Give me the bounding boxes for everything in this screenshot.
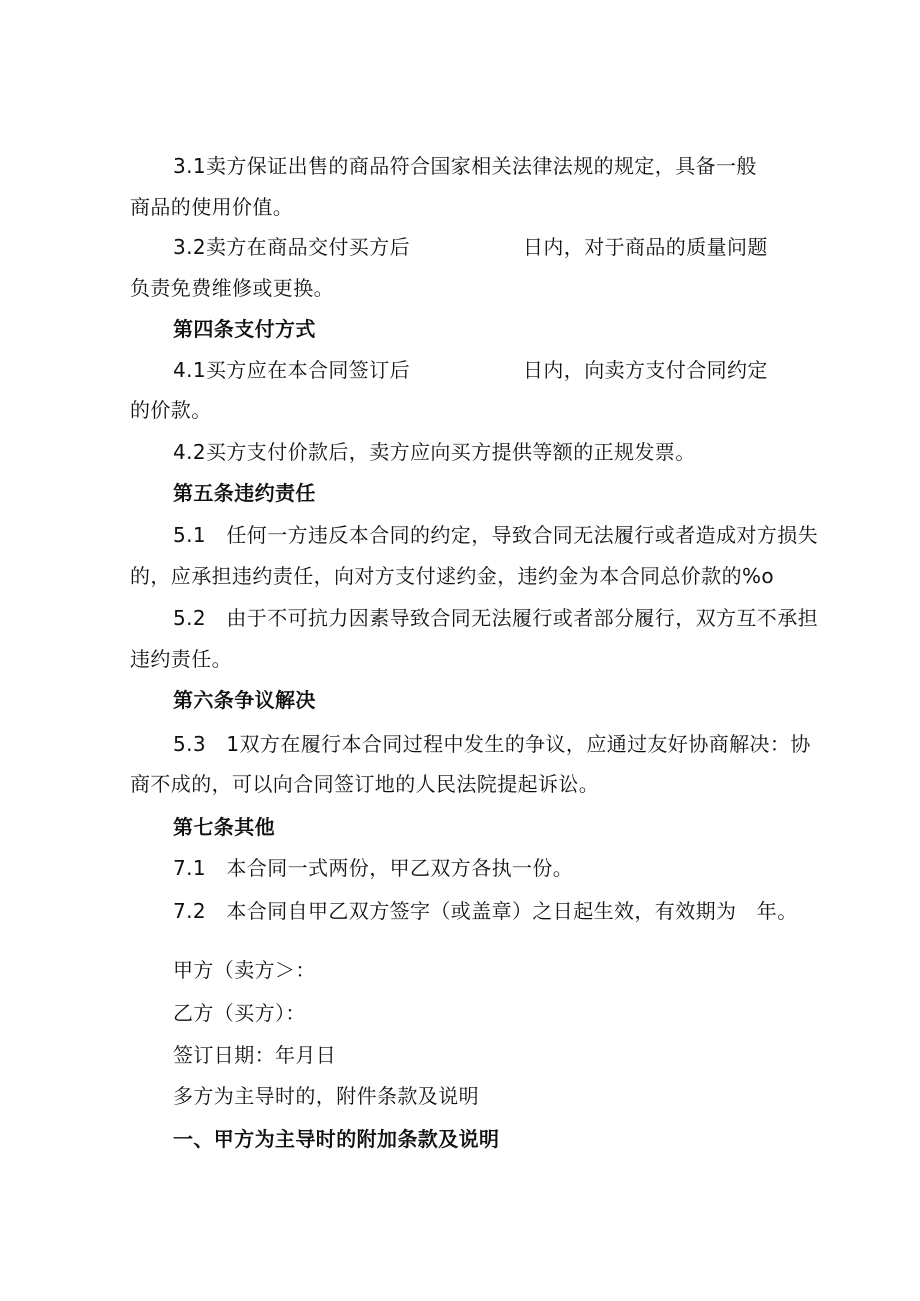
appendix-note: 多方为主导时的，附件条款及说明	[173, 1084, 479, 1108]
clause-4-1-line-2: 的价款。	[130, 398, 212, 422]
clause-7-2: 7.2 本合同自甲乙双方签字（或盖章）之日起生效，有效期为 年。	[173, 899, 798, 923]
clause-5-1-line-2: 的，应承担违约责任，向对方支付逑约金，违约金为本合同总价款的%o	[130, 564, 775, 588]
article-7-heading: 第七条其他	[173, 815, 275, 839]
party-a-signature-line: 甲方（卖方＞：	[173, 958, 316, 982]
clause-5-3-line-1: 5.3 1双方在履行本合同过程中发生的争议，应通过友好协商解决：协	[173, 732, 811, 756]
clause-5-2-line-1: 5.2 由于不可抗力因素导致合同无法履行或者部分履行，双方互不承担	[173, 606, 819, 630]
clause-3-2-line-2: 负责免费维修或更换。	[130, 276, 334, 300]
signing-date-line: 签订日期：年月日	[173, 1043, 337, 1067]
party-b-signature-line: 乙方（买方）：	[173, 1001, 306, 1025]
clause-3-2-line-1-part-2: 日内，对于商品的质量问题	[523, 235, 768, 259]
clause-4-2: 4.2买方支付价款后，卖方应向买方提供等额的正规发票。	[173, 440, 696, 464]
article-5-heading: 第五条违约责任	[173, 481, 316, 505]
clause-5-3-line-2: 商不成的，可以向合同签订地的人民法院提起诉讼。	[130, 772, 600, 796]
clause-5-2-line-2: 违约责任。	[130, 647, 232, 671]
clause-3-1-line-2: 商品的使用价值。	[130, 195, 294, 219]
clause-7-1: 7.1 本合同一式两份，甲乙双方各执一份。	[173, 856, 574, 880]
clause-3-2-line-1-part-1: 3.2卖方在商品交付买方后	[173, 235, 411, 259]
article-4-heading: 第四条支付方式	[173, 317, 316, 341]
clause-4-1-line-1-part-2: 日内，向卖方支付合同约定	[523, 358, 768, 382]
clause-4-1-line-1-part-1: 4.1买方应在本合同签订后	[173, 358, 411, 382]
clause-5-1-line-1: 5.1 任何一方违反本合同的约定，导致合同无法履行或者造成对方损失	[173, 523, 819, 547]
appendix-heading: 一、甲方为主导时的附加条款及说明	[173, 1127, 500, 1151]
clause-3-1-line-1: 3.1卖方保证出售的商品符合国家相关法律法规的规定，具备一般	[173, 154, 757, 178]
article-6-heading: 第六条争议解决	[173, 688, 316, 712]
